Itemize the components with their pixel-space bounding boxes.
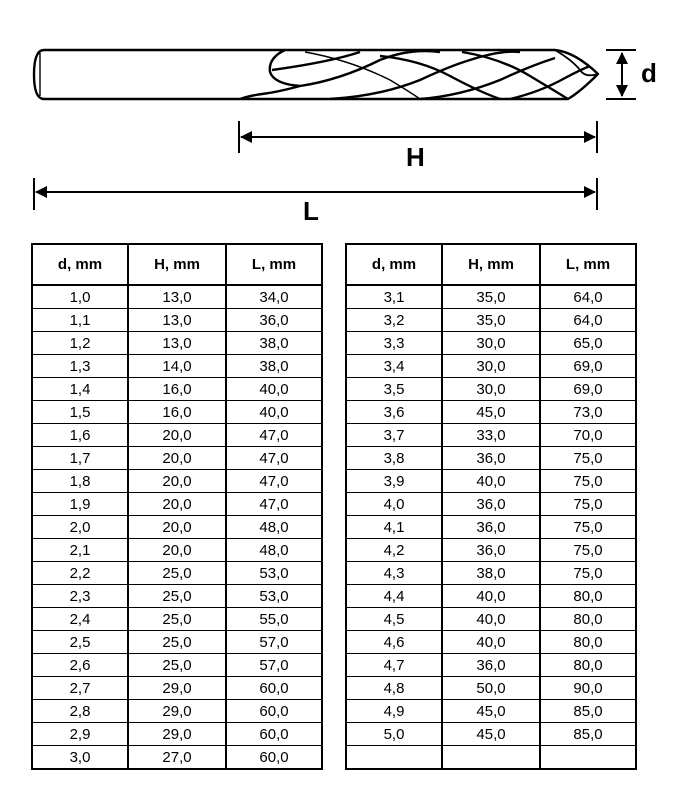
cell-h: 36,0 <box>442 654 540 677</box>
cell-l: 36,0 <box>226 309 322 332</box>
cell-h: 45,0 <box>442 700 540 723</box>
cell-h: 45,0 <box>442 401 540 424</box>
table-row <box>32 516 322 539</box>
table-row <box>32 677 322 700</box>
table-row <box>32 539 322 562</box>
header-h: H, mm <box>128 244 226 285</box>
table-row <box>346 585 636 608</box>
table-row <box>32 608 322 631</box>
table-row <box>32 378 322 401</box>
cell-d: 3,8 <box>346 447 442 470</box>
cell-l: 55,0 <box>226 608 322 631</box>
table-row <box>346 746 636 770</box>
table-row <box>32 654 322 677</box>
cell-l: 47,0 <box>226 493 322 516</box>
cell-h: 20,0 <box>128 539 226 562</box>
cell-l: 70,0 <box>540 424 636 447</box>
cell-h: 20,0 <box>128 424 226 447</box>
table-row <box>346 562 636 585</box>
cell-l: 38,0 <box>226 355 322 378</box>
cell-h: 36,0 <box>442 493 540 516</box>
dimension-d <box>606 50 636 99</box>
table-row <box>32 355 322 378</box>
cell-l: 90,0 <box>540 677 636 700</box>
cell-l: 64,0 <box>540 309 636 332</box>
cell-d: 4,5 <box>346 608 442 631</box>
dimension-label-l: L <box>303 196 319 226</box>
header-h: H, mm <box>442 244 540 285</box>
cell-h: 40,0 <box>442 631 540 654</box>
cell-l <box>540 746 636 770</box>
cell-d: 3,5 <box>346 378 442 401</box>
cell-d: 3,0 <box>32 746 128 770</box>
table-row <box>346 309 636 332</box>
cell-l: 53,0 <box>226 562 322 585</box>
cell-d: 5,0 <box>346 723 442 746</box>
cell-h: 30,0 <box>442 378 540 401</box>
table-row <box>346 539 636 562</box>
cell-d: 3,9 <box>346 470 442 493</box>
cell-l: 85,0 <box>540 723 636 746</box>
cell-l: 65,0 <box>540 332 636 355</box>
cell-d: 1,6 <box>32 424 128 447</box>
cell-h: 29,0 <box>128 677 226 700</box>
spec-table-right <box>345 243 637 770</box>
table-row <box>32 470 322 493</box>
cell-h: 25,0 <box>128 631 226 654</box>
cell-l: 34,0 <box>226 285 322 309</box>
header-d: d, mm <box>32 244 128 285</box>
table-row <box>346 493 636 516</box>
table-row <box>346 677 636 700</box>
cell-h: 30,0 <box>442 332 540 355</box>
table-row <box>346 447 636 470</box>
cell-h: 25,0 <box>128 608 226 631</box>
cell-d: 2,3 <box>32 585 128 608</box>
table-row <box>346 355 636 378</box>
cell-d: 4,2 <box>346 539 442 562</box>
cell-l: 69,0 <box>540 355 636 378</box>
cell-d: 1,4 <box>32 378 128 401</box>
cell-h: 20,0 <box>128 516 226 539</box>
cell-h: 40,0 <box>442 470 540 493</box>
cell-h: 25,0 <box>128 562 226 585</box>
cell-l: 57,0 <box>226 654 322 677</box>
cell-d: 3,4 <box>346 355 442 378</box>
table-row <box>346 631 636 654</box>
table-row <box>32 332 322 355</box>
cell-l: 75,0 <box>540 562 636 585</box>
cell-h: 16,0 <box>128 378 226 401</box>
dimension-label-h: H <box>406 142 425 172</box>
cell-l: 64,0 <box>540 285 636 309</box>
dimension-label-d: d <box>641 58 657 88</box>
cell-h: 14,0 <box>128 355 226 378</box>
cell-l: 47,0 <box>226 447 322 470</box>
cell-h: 35,0 <box>442 285 540 309</box>
cell-l: 80,0 <box>540 654 636 677</box>
cell-d: 1,3 <box>32 355 128 378</box>
cell-l: 60,0 <box>226 723 322 746</box>
table-row <box>346 401 636 424</box>
table-row <box>346 608 636 631</box>
cell-h: 29,0 <box>128 723 226 746</box>
table-row <box>32 631 322 654</box>
cell-d: 1,2 <box>32 332 128 355</box>
cell-h: 40,0 <box>442 608 540 631</box>
table-row <box>346 723 636 746</box>
table-row <box>32 700 322 723</box>
cell-l: 75,0 <box>540 447 636 470</box>
cell-d: 2,9 <box>32 723 128 746</box>
cell-d: 4,6 <box>346 631 442 654</box>
cell-h: 30,0 <box>442 355 540 378</box>
cell-l: 47,0 <box>226 424 322 447</box>
table-row <box>346 654 636 677</box>
cell-h: 45,0 <box>442 723 540 746</box>
cell-l: 80,0 <box>540 631 636 654</box>
cell-l: 38,0 <box>226 332 322 355</box>
header-l: L, mm <box>226 244 322 285</box>
drill-bit <box>34 50 598 99</box>
table-row <box>32 309 322 332</box>
cell-h: 16,0 <box>128 401 226 424</box>
cell-h: 27,0 <box>128 746 226 770</box>
cell-h: 25,0 <box>128 654 226 677</box>
table-header-row <box>32 244 322 285</box>
cell-h: 36,0 <box>442 447 540 470</box>
cell-d: 2,4 <box>32 608 128 631</box>
header-d: d, mm <box>346 244 442 285</box>
cell-l: 47,0 <box>226 470 322 493</box>
cell-d: 4,3 <box>346 562 442 585</box>
cell-l: 60,0 <box>226 677 322 700</box>
cell-d: 4,1 <box>346 516 442 539</box>
table-row <box>346 424 636 447</box>
cell-d: 3,2 <box>346 309 442 332</box>
cell-h: 20,0 <box>128 493 226 516</box>
table-row <box>346 378 636 401</box>
table-row <box>346 516 636 539</box>
cell-l: 75,0 <box>540 539 636 562</box>
table-row <box>32 723 322 746</box>
cell-l: 75,0 <box>540 493 636 516</box>
table-row <box>32 447 322 470</box>
header-l: L, mm <box>540 244 636 285</box>
cell-d: 2,8 <box>32 700 128 723</box>
cell-d: 4,7 <box>346 654 442 677</box>
cell-d: 3,7 <box>346 424 442 447</box>
cell-d: 1,1 <box>32 309 128 332</box>
cell-d: 2,7 <box>32 677 128 700</box>
cell-d: 2,1 <box>32 539 128 562</box>
cell-d: 4,0 <box>346 493 442 516</box>
table-row <box>32 746 322 770</box>
cell-d: 4,8 <box>346 677 442 700</box>
cell-h: 25,0 <box>128 585 226 608</box>
cell-h: 33,0 <box>442 424 540 447</box>
cell-l: 57,0 <box>226 631 322 654</box>
cell-h: 38,0 <box>442 562 540 585</box>
table-row <box>32 401 322 424</box>
table-row <box>346 470 636 493</box>
cell-d: 1,0 <box>32 285 128 309</box>
cell-l: 48,0 <box>226 516 322 539</box>
cell-d <box>346 746 442 770</box>
cell-l: 85,0 <box>540 700 636 723</box>
cell-d: 3,1 <box>346 285 442 309</box>
cell-h: 36,0 <box>442 539 540 562</box>
cell-h: 35,0 <box>442 309 540 332</box>
cell-h <box>442 746 540 770</box>
cell-l: 40,0 <box>226 378 322 401</box>
cell-d: 3,3 <box>346 332 442 355</box>
drill-bit-diagram <box>0 0 690 240</box>
cell-l: 69,0 <box>540 378 636 401</box>
cell-d: 1,7 <box>32 447 128 470</box>
cell-d: 4,4 <box>346 585 442 608</box>
cell-d: 3,6 <box>346 401 442 424</box>
cell-d: 4,9 <box>346 700 442 723</box>
spec-table-left <box>31 243 323 770</box>
cell-h: 29,0 <box>128 700 226 723</box>
cell-l: 60,0 <box>226 700 322 723</box>
cell-l: 40,0 <box>226 401 322 424</box>
cell-d: 1,5 <box>32 401 128 424</box>
table-row <box>32 493 322 516</box>
cell-d: 2,2 <box>32 562 128 585</box>
cell-l: 80,0 <box>540 585 636 608</box>
cell-l: 48,0 <box>226 539 322 562</box>
cell-l: 53,0 <box>226 585 322 608</box>
table-row <box>346 700 636 723</box>
cell-h: 36,0 <box>442 516 540 539</box>
table-row <box>346 285 636 309</box>
cell-l: 60,0 <box>226 746 322 770</box>
drill-flute-start <box>240 50 300 99</box>
table-row <box>32 285 322 309</box>
cell-l: 75,0 <box>540 470 636 493</box>
cell-d: 2,6 <box>32 654 128 677</box>
cell-l: 80,0 <box>540 608 636 631</box>
cell-h: 13,0 <box>128 332 226 355</box>
cell-d: 1,8 <box>32 470 128 493</box>
table-row <box>346 332 636 355</box>
cell-l: 75,0 <box>540 516 636 539</box>
drill-shank <box>34 50 285 99</box>
cell-h: 20,0 <box>128 470 226 493</box>
cell-h: 20,0 <box>128 447 226 470</box>
cell-h: 13,0 <box>128 285 226 309</box>
table-row <box>32 562 322 585</box>
table-row <box>32 585 322 608</box>
cell-d: 2,5 <box>32 631 128 654</box>
cell-d: 1,9 <box>32 493 128 516</box>
cell-l: 73,0 <box>540 401 636 424</box>
cell-h: 50,0 <box>442 677 540 700</box>
cell-h: 13,0 <box>128 309 226 332</box>
cell-h: 40,0 <box>442 585 540 608</box>
cell-d: 2,0 <box>32 516 128 539</box>
table-header-row <box>346 244 636 285</box>
table-row <box>32 424 322 447</box>
